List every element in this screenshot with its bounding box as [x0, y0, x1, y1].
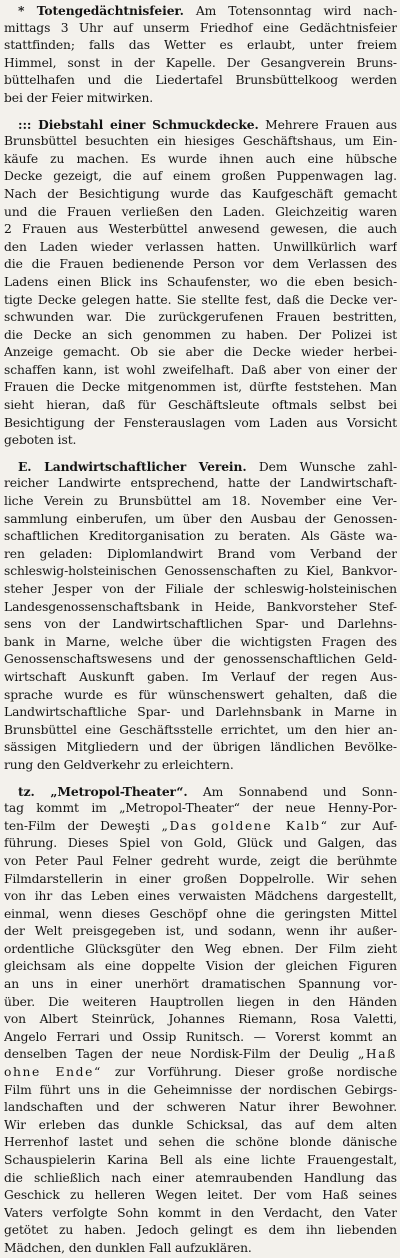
article-text-line: [4, 1134, 397, 1152]
article-text-line: [4, 923, 397, 941]
article-text: die schließlich nach einer atemraubenden Handlung das: [4, 1170, 397, 1185]
article-text-line: [4, 309, 397, 327]
article-text: Am Sonnabend und Sonn-: [187, 784, 397, 799]
article-text-line: [4, 958, 397, 976]
article-text: geboten ist.: [4, 433, 77, 448]
article-text: Anzeige gemacht. Ob sie aber die Decke wieder herbei-: [4, 345, 397, 360]
article-text-line: [4, 853, 397, 871]
article-text: sprache wurde es für wünschenswert gehalten, daß die: [4, 687, 397, 702]
news-article: [4, 2, 397, 108]
article-text: ohne Ende“: [4, 1065, 102, 1080]
article-text-line: [4, 1029, 397, 1047]
article-text-line: [4, 581, 397, 599]
article-text-line: [4, 362, 397, 380]
article-text-line: [4, 563, 397, 581]
article-text-line: [4, 37, 397, 55]
article-text-line: [4, 994, 397, 1012]
article-headline: Landwirtschaftlicher Verein.: [31, 458, 247, 474]
article-text: käufe zu machen. Es wurde ihnen auch eine hübsche: [4, 151, 397, 166]
article-text: ten-Film der Deweşti: [4, 818, 162, 833]
article-text: die die Frauen bedienende Person vor dem Verlassen des: [4, 257, 397, 272]
article-text: Nach der Besichtigung wurde das Kaufgeschäft gemacht: [4, 186, 397, 201]
article-headline: Diebstahl einer Schmuckdecke.: [31, 116, 259, 132]
article-first-line: [4, 2, 397, 20]
article-text: von Peter Paul Felner gedreht wurde, zeigt die berühmte: [4, 853, 397, 868]
article-text: sammlung einberufen, um über den Ausbau der Genossen-: [4, 511, 397, 526]
article-text-line: [4, 835, 397, 853]
article-text: sässigen Mitgliedern und der übrigen ländlichen Bevölke-: [4, 740, 397, 755]
article-text-line: [4, 722, 397, 740]
article-text-line: [4, 221, 397, 239]
article-text: Angelo Ferrari und Ossip Runitsch. — Vorerst kommt an: [4, 1029, 397, 1044]
article-text: zur Auf-: [328, 818, 397, 833]
article-text: Frauen die Decke mitgenommen ist, dürfte feststehen. Man: [4, 380, 397, 395]
article-text-line: [4, 757, 397, 775]
article-text-line: [4, 415, 397, 433]
article-text-line: [4, 256, 397, 274]
article-text-line: [4, 1152, 397, 1170]
article-text-line: [4, 800, 397, 818]
article-text: den Laden wieder verlassen hatten. Unwillkürlich warf: [4, 239, 397, 254]
article-headline: „Metropol-Theater“.: [34, 783, 188, 799]
article-text-line: [4, 133, 397, 151]
article-text: tigte Decke gelegen hatte. Sie stellte fest, daß die Decke ver-: [4, 292, 397, 307]
article-text-line: [4, 976, 397, 994]
article-text: der Welt preisgegeben ist, und sodann, wenn ihr außer-: [4, 924, 397, 939]
article-text: „Das goldene Kalb“: [161, 818, 329, 833]
article-text-line: [4, 687, 397, 705]
article-text: Herrenhof lastet und sehen die schöne blonde dänische: [4, 1135, 397, 1150]
article-text: Landwirtschaftliche Spar- und Darlehnsbank in Marne in: [4, 705, 397, 720]
article-text-line: [4, 871, 397, 889]
article-text: Wir erleben das dunkle Schicksal, das auf dem alten: [4, 1117, 397, 1132]
article-text-line: [4, 1117, 397, 1135]
article-text: gleichsam als eine doppelte Vision der gleichen Figuren: [4, 959, 397, 974]
article-text: landschaften und der schweren Natur ihrer Bewohner.: [4, 1100, 397, 1115]
article-text-line: [4, 1170, 397, 1188]
article-text-line: [4, 1046, 397, 1064]
article-text: bank in Marne, welche über die wichtigsten Fragen des: [4, 634, 397, 649]
article-text-line: [4, 186, 397, 204]
article-text: über. Die weiteren Hauptrollen liegen in den Händen: [4, 994, 397, 1009]
article-text-line: [4, 599, 397, 617]
article-text: schleswig-holsteinischen Genossenschaften zu Kiel, Bankvor-: [4, 564, 397, 579]
article-text-line: [4, 1240, 397, 1258]
article-text: stattfinden; falls das Wetter es erlaubt, unter freiem: [4, 38, 397, 53]
article-text: schaftlichen Kreditorganisation zu beraten. Als Gäste wa-: [4, 529, 397, 544]
article-text: schaffen kann, ist wohl zweifelhaft. Daß aber von einer der: [4, 362, 397, 377]
article-text: ren geladen: Diplomlandwirt Brand vom Verband der: [4, 546, 397, 561]
article-text-line: [4, 818, 397, 836]
article-headline: E.: [18, 458, 32, 474]
article-text: Decke gezeigt, die auf einem großen Puppenwagen lag.: [4, 169, 397, 184]
article-text-line: [4, 397, 397, 415]
article-text: von ihr das Leben eines verwaisten Mädchens dargestellt,: [4, 889, 397, 904]
article-text-line: [4, 616, 397, 634]
article-text: liche Verein zu Brunsbüttel am 18. November eine Ver-: [4, 494, 397, 509]
article-text-line: [4, 90, 397, 108]
article-text-line: [4, 1011, 397, 1029]
article-text: von Albert Steinrück, Johannes Riemann, Rosa Valetti,: [4, 1012, 397, 1027]
article-text: steher Jesper von der Filiale der schleswig-holsteinischen: [4, 582, 397, 596]
article-text: mittags 3 Uhr auf unserm Friedhof eine Gedächtnisfeier: [4, 20, 397, 35]
article-text-line: [4, 168, 397, 186]
article-text-line: [4, 511, 397, 529]
article-text-line: [4, 739, 397, 757]
article-text: Genossenschaftswesens und der genossenschaftlichen Geld-: [4, 652, 397, 667]
article-text-line: [4, 669, 397, 687]
article-text: schwunden war. Die zurückgerufenen Frauen bestritten,: [4, 310, 397, 325]
news-article: [4, 458, 397, 775]
article-text-line: [4, 292, 397, 310]
article-text: Brunsbüttel besuchten ein hiesiges Geschäftshaus, um Ein-: [4, 134, 397, 149]
article-text: an uns in einer unerhört dramatischen Spannung vor-: [4, 977, 397, 992]
article-text-line: [4, 204, 397, 222]
article-text-line: [4, 634, 397, 652]
article-text: Filmdarstellerin in einer großen Doppelrolle. Wir sehen: [4, 871, 397, 886]
article-text: wirtschaft Auskunft gaben. Im Verlauf der regen Aus-: [4, 669, 397, 684]
article-first-line: [4, 783, 397, 801]
article-text: Dem Wunsche zahl-: [246, 459, 397, 474]
article-text: Ladens einen Blick ins Schaufenster, wo die eben besich-: [4, 274, 397, 289]
article-text-line: [4, 1222, 397, 1240]
article-text: tag kommt im „Metropol-Theater“ der neue Henny-Por-: [4, 801, 397, 816]
article-text: Film führt uns in die Geheimnisse der nordischen Gebirgs-: [4, 1082, 397, 1097]
article-text: führung. Dieses Spiel von Gold, Glück und Galgen, das: [4, 836, 397, 851]
article-first-line: [4, 458, 397, 476]
article-text-line: [4, 327, 397, 345]
article-text: Landesgenossenschaftsbank in Heide, Bankvorsteher Stef-: [4, 599, 397, 614]
article-text: Geschick zu helleren Wegen leitet. Der vom Haß seines: [4, 1188, 397, 1203]
article-text-line: [4, 151, 397, 169]
article-text: Vaters verfolgte Sohn kommt in den Verdacht, den Vater: [4, 1205, 397, 1220]
article-text-line: [4, 1064, 397, 1082]
article-text: zur Vorführung. Dieser große nordische: [101, 1065, 397, 1080]
article-headline: Totengedächtnisfeier.: [36, 3, 184, 18]
article-text-line: [4, 528, 397, 546]
article-text: Besichtigung der Fensterauslagen vom Laden aus Vorsicht: [4, 415, 397, 430]
article-text-line: [4, 432, 397, 450]
article-text: rung den Geldverkehr zu erleichtern.: [4, 757, 234, 772]
article-text: Himmel, sonst in der Kapelle. Der Gesangverein Bruns-: [4, 55, 397, 70]
article-text: büttelhafen und die Liedertafel Brunsbüttelkoog werden: [4, 73, 397, 88]
article-text: die Decke an sich genommen zu haben. Der Polizei ist: [4, 327, 397, 342]
article-text: Am Totensonntag wird nach-: [183, 4, 397, 18]
article-text: getötet zu haben. Jedoch gelingt es dem ihn liebenden: [4, 1223, 397, 1238]
article-text-line: [4, 546, 397, 564]
article-text-line: [4, 704, 397, 722]
article-text-line: [4, 941, 397, 959]
article-text: Mehrere Frauen aus: [258, 117, 397, 132]
article-text-line: [4, 1205, 397, 1223]
article-text: sieht hieran, daß für Geschäftsleute oftmals selbst bei: [4, 398, 397, 413]
article-text: einmal, wenn dieses Geschöpf ohne die geringsten Mittel: [4, 906, 397, 921]
article-text: Schauspielerin Karina Bell als eine lichte Frauengestalt,: [4, 1153, 397, 1167]
article-text: Mädchen, den dunklen Fall aufzuklären.: [4, 1240, 252, 1255]
article-text-line: [4, 906, 397, 924]
article-text: reicher Landwirte entsprechend, hatte der Landwirtschaft-: [4, 476, 397, 491]
news-article: [4, 116, 397, 450]
article-text: Brunsbüttel eine Geschäftsstelle errichtet, um den hier an-: [4, 722, 397, 737]
article-text-line: [4, 888, 397, 906]
article-text-line: [4, 475, 397, 493]
article-text: denselben Tagen der neue Nordisk-Film der Deulig: [4, 1047, 358, 1062]
article-text-line: [4, 1187, 397, 1205]
news-article: [4, 783, 397, 1258]
article-headline: *: [18, 3, 37, 18]
article-headline: tz.: [18, 783, 35, 799]
article-text: 2 Frauen aus Westerbüttel anwesend gewesen, die auch: [4, 222, 397, 237]
article-first-line: [4, 116, 397, 134]
article-text-line: [4, 72, 397, 90]
article-text: und die Frauen verließen den Laden. Gleichzeitig waren: [4, 204, 397, 219]
article-text-line: [4, 20, 397, 38]
article-text-line: [4, 274, 397, 292]
article-text-line: [4, 344, 397, 362]
article-text-line: [4, 493, 397, 511]
article-headline: :::: [18, 116, 32, 132]
article-text-line: [4, 379, 397, 397]
article-text: bei der Feier mitwirken.: [4, 90, 154, 105]
article-text-line: [4, 55, 397, 73]
article-text: sens von der Landwirtschaftlichen Spar- und Darlehns-: [4, 617, 397, 632]
article-text-line: [4, 239, 397, 257]
article-text-line: [4, 1082, 397, 1100]
article-text: ordentliche Glücksgüter den Weg ebnen. Der Film zieht: [4, 941, 397, 956]
article-text-line: [4, 1099, 397, 1117]
article-text-line: [4, 651, 397, 669]
article-text: „Haß: [357, 1047, 397, 1062]
